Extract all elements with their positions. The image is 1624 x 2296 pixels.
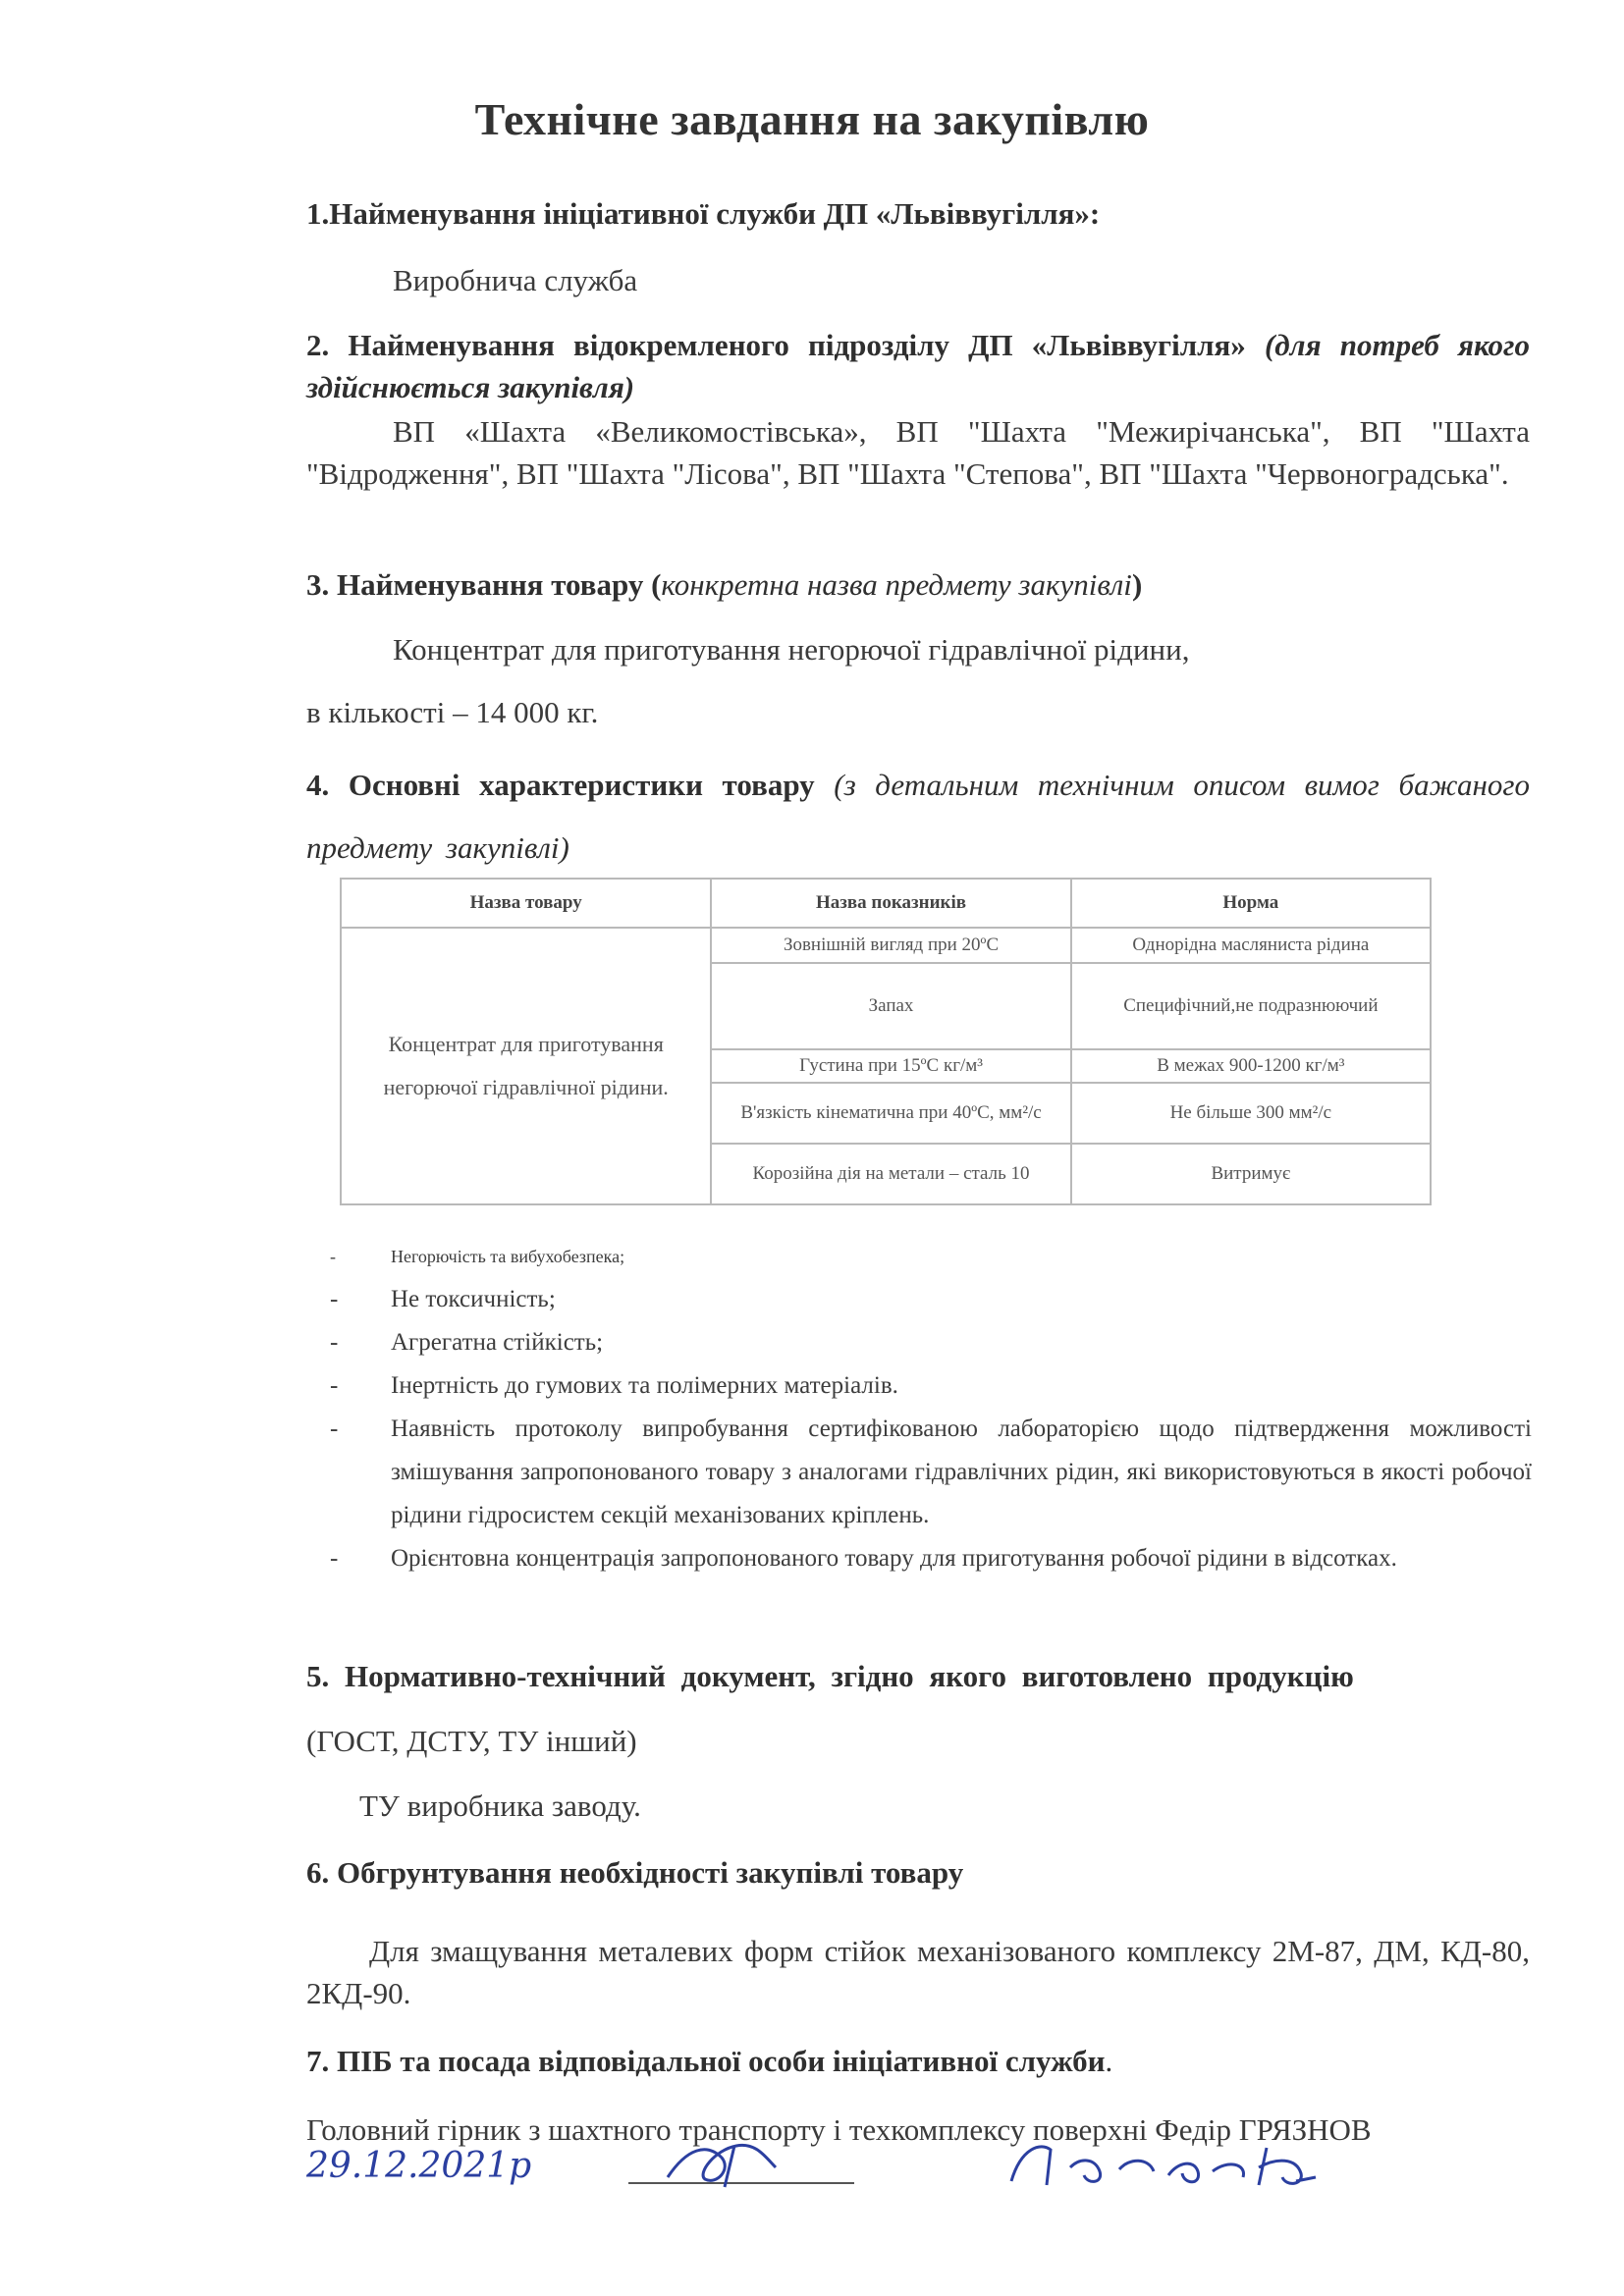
table-cell-indicator: Густина при 15ºС кг/м³ [711, 1049, 1070, 1083]
section-3-heading [306, 563, 1530, 606]
bullet-dash: - [330, 1329, 339, 1356]
table-cell-indicator: В'язкість кінематична при 40ºС, мм²/с [711, 1083, 1070, 1144]
section-4-heading [306, 754, 1530, 880]
section-5-value: ТУ виробника заводу. [359, 1789, 641, 1823]
table-header-product: Назва товару [341, 879, 711, 928]
section-2-heading-text: 2. Найменування відокремленого підрозділу ДП «Львіввугілля» [306, 328, 1246, 362]
list-item-text: Орієнтовна концентрація запропонованого товару для приготування робочої рідини в відсотках. [391, 1545, 1397, 1572]
requirements-list [330, 1235, 1532, 1580]
section-3-value-line-2: в кількості – 14 000 кг. [306, 695, 599, 729]
list-item [330, 1321, 1532, 1364]
section-6-value: Для змащування металевих форм стійок механізованого комплексу 2М-87, ДМ, КД-80, 2КД-90. [306, 1934, 1530, 2010]
section-3-note: конкретна назва предмету закупівлі [661, 567, 1132, 602]
table-header-norm: Норма [1071, 879, 1431, 928]
signature-name-stroke [1011, 2147, 1316, 2185]
list-item-text: Агрегатна стійкість; [391, 1329, 604, 1356]
list-item [330, 1364, 1532, 1408]
document-title: Технічне завдання на закупівлю [474, 94, 1150, 144]
list-item [330, 1408, 1532, 1537]
section-4-note: (з детальним технічним описом вимог бажаного предмету закупівлі) [306, 768, 1530, 865]
bullet-dash: - [330, 1372, 339, 1399]
list-item-text: Наявність протоколу випробування сертифікованою лабораторією щодо підтвердження можливості змішування запропонованого товару з аналогами гідравлічних рідин, які використовуються в якості робочої рідини гідросистем секцій механізованих кріплень. [391, 1415, 1532, 1528]
table-header-indicator: Назва показників [711, 879, 1070, 928]
section-5-heading: 5. Нормативно-технічний документ, згідно якого виготовлено продукцію [306, 1659, 1354, 1693]
bullet-dash: - [330, 1545, 339, 1572]
table-cell-norm: Специфічний,не подразнюючий [1071, 963, 1431, 1049]
list-item [330, 1235, 1532, 1278]
section-3-heading-text: 3. Найменування товару [306, 567, 644, 602]
table-cell-indicator: Корозійна дія на метали – сталь 10 [711, 1144, 1070, 1204]
signature-name-mark [1001, 2128, 1326, 2197]
list-item-text: Негорючість та вибухобезпека; [391, 1247, 625, 1266]
section-2-value: ВП «Шахта «Великомостівська», ВП "Шахта "Межирічанська", ВП "Шахта "Відродження", ВП "Шахта "Лісова", ВП "Шахта "Степова", ВП "Шахта "Червоноградська". [306, 414, 1530, 491]
bullet-dash: - [330, 1247, 336, 1266]
section-1-value: Виробнича служба [393, 263, 638, 297]
spec-table [340, 878, 1432, 1205]
signature-stroke [668, 2145, 776, 2187]
section-5-subheading: (ГОСТ, ДСТУ, ТУ інший) [306, 1724, 637, 1758]
section-7-heading-text: 7. ПІБ та посада відповідальної особи ініціативної служби [306, 2044, 1106, 2078]
table-cell-norm: В межах 900-1200 кг/м³ [1071, 1049, 1431, 1083]
section-3-value-line-1: Концентрат для приготування негорючої гідравлічної рідини, [393, 632, 1190, 667]
section-7-heading-period: . [1105, 2044, 1113, 2078]
section-3-note-open: ( [651, 567, 662, 602]
table-cell-norm: Однорідна маслянистa рідина [1071, 928, 1431, 963]
handwritten-date: 29.12.2021р [306, 2146, 532, 2186]
signature-mark [628, 2128, 864, 2197]
list-item-text: Інертність до гумових та полімерних матеріалів. [391, 1372, 898, 1399]
section-1-heading: 1.Найменування ініціативної служби ДП «Львіввугілля»: [306, 196, 1101, 231]
table-header-row [341, 879, 1431, 928]
section-6-heading: 6. Обгрунтування необхідності закупівлі товару [306, 1855, 964, 1890]
responsible-person: Головний гірник з шахтного транспорту і техкомплексу поверхні Федір ГРЯЗНОВ [306, 2112, 1372, 2147]
list-item-text: Не токсичність; [391, 1286, 556, 1312]
section-2-heading [306, 324, 1530, 408]
section-2-note: (для потреб якого здійснюється закупівля) [306, 328, 1530, 404]
bullet-dash: - [330, 1415, 339, 1442]
list-item [330, 1278, 1532, 1321]
table-cell-norm: Не більше 300 мм²/с [1071, 1083, 1431, 1144]
table-cell-norm: Витримує [1071, 1144, 1431, 1204]
table-cell-indicator: Зовнішній вигляд при 20ºС [711, 928, 1070, 963]
section-4-heading-text: 4. Основні характеристики товару [306, 768, 815, 802]
table-cell-indicator: Запах [711, 963, 1070, 1049]
list-item [330, 1537, 1532, 1580]
bullet-dash: - [330, 1286, 339, 1312]
section-7-heading [306, 2040, 1530, 2082]
table-row [341, 928, 1431, 963]
section-3-note-close: ) [1131, 567, 1143, 602]
table-cell-product: Концентрат для приготування негорючої гідравлічної рідини. [341, 928, 711, 1204]
